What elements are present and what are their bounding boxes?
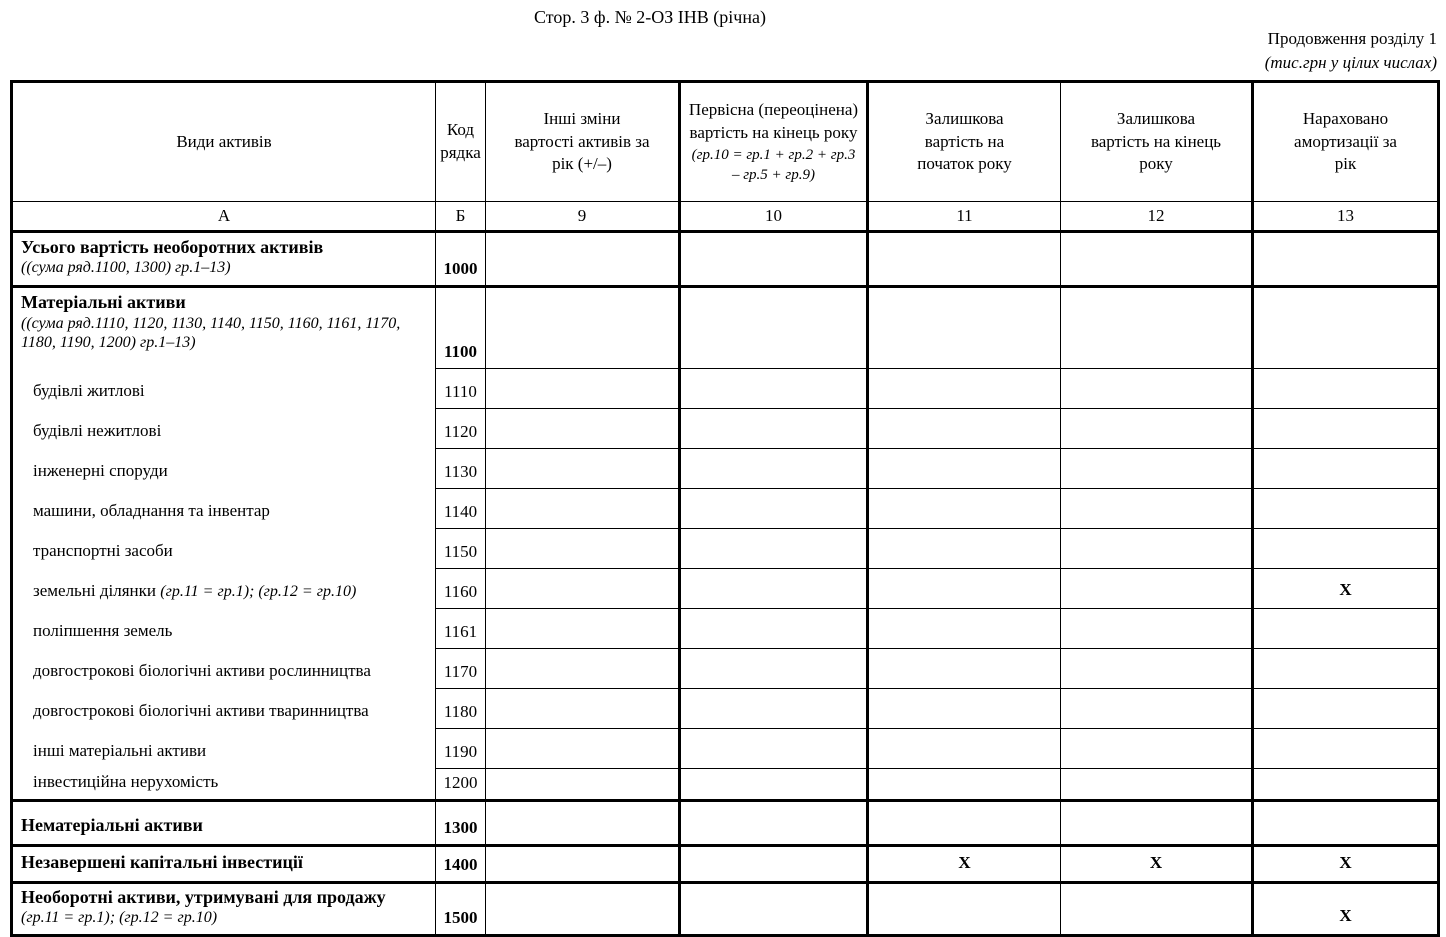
cell-value-10 bbox=[680, 882, 868, 936]
row-note: ((сума ряд.1110, 1120, 1130, 1140, 1150, 1160, 1161, 1170, 1180, 1190, 1200) гр.1–13) bbox=[21, 314, 401, 351]
cell-row-code: 1161 bbox=[436, 609, 486, 649]
cell-value-13 bbox=[1253, 729, 1439, 769]
cell-value-9 bbox=[486, 287, 680, 369]
table-row-1140 bbox=[12, 489, 1439, 529]
cell-value-12 bbox=[1061, 369, 1253, 409]
cell-value-12: X bbox=[1061, 845, 1253, 882]
cell-row-code: 1190 bbox=[436, 729, 486, 769]
table-row-1400 bbox=[12, 845, 1439, 882]
cell-asset-type: поліпшення земель bbox=[12, 609, 436, 649]
cell-asset-type: інші матеріальні активи bbox=[12, 729, 436, 769]
row-note: ((сума ряд.1100, 1300) гр.1–13) bbox=[21, 259, 231, 277]
cell-value-13 bbox=[1253, 529, 1439, 569]
cell-value-12 bbox=[1061, 769, 1253, 801]
cell-value-12 bbox=[1061, 529, 1253, 569]
cell-value-13 bbox=[1253, 489, 1439, 529]
table-row-1000 bbox=[12, 232, 1439, 287]
row-note: (гр.11 = гр.1); (гр.12 = гр.10) bbox=[21, 909, 218, 927]
cell-value-13 bbox=[1253, 769, 1439, 801]
cell-value-10 bbox=[680, 529, 868, 569]
cell-row-code: 1150 bbox=[436, 529, 486, 569]
cell-value-10 bbox=[680, 232, 868, 287]
table-row-1170 bbox=[12, 649, 1439, 689]
cell-value-12 bbox=[1061, 800, 1253, 845]
cell-value-12 bbox=[1061, 449, 1253, 489]
cell-value-9 bbox=[486, 449, 680, 489]
cell-asset-type: інженерні споруди bbox=[12, 449, 436, 489]
cell-value-11 bbox=[868, 287, 1061, 369]
cell-value-11: X bbox=[868, 845, 1061, 882]
cell-asset-type: Необоротні активи, утримувані для продажу (гр.11 = гр.1); (гр.12 = гр.10) bbox=[12, 882, 436, 936]
cell-row-code: 1180 bbox=[436, 689, 486, 729]
cell-asset-type: земельні ділянки (гр.11 = гр.1); (гр.12 = гр.10) bbox=[12, 569, 436, 609]
table-row-1300 bbox=[12, 800, 1439, 845]
table-row-1500 bbox=[12, 882, 1439, 936]
cell-value-10 bbox=[680, 689, 868, 729]
cell-value-10 bbox=[680, 449, 868, 489]
cell-asset-type: довгострокові біологічні активи тваринництва bbox=[12, 689, 436, 729]
cell-row-code: 1500 bbox=[436, 882, 486, 936]
cell-value-13 bbox=[1253, 287, 1439, 369]
cell-row-code: 1100 bbox=[436, 287, 486, 369]
cell-value-12 bbox=[1061, 489, 1253, 529]
cell-asset-type: будівлі житлові bbox=[12, 369, 436, 409]
cell-value-12 bbox=[1061, 409, 1253, 449]
cell-asset-type: будівлі нежитлові bbox=[12, 409, 436, 449]
subheader-12: 12 bbox=[1061, 202, 1253, 232]
col-header-asset-types: Види активів bbox=[12, 82, 436, 202]
cell-asset-type: машини, обладнання та інвентар bbox=[12, 489, 436, 529]
col-header-11: Залишкова вартість на початок року bbox=[868, 82, 1061, 202]
cell-value-9 bbox=[486, 232, 680, 287]
col-header-9: Інші зміни вартості активів за рік (+/–) bbox=[486, 82, 680, 202]
table-row-1160 bbox=[12, 569, 1439, 609]
cell-value-11 bbox=[868, 800, 1061, 845]
cell-value-11 bbox=[868, 569, 1061, 609]
cell-value-10 bbox=[680, 569, 868, 609]
table-row-1180 bbox=[12, 689, 1439, 729]
cell-value-12 bbox=[1061, 569, 1253, 609]
cell-value-13 bbox=[1253, 800, 1439, 845]
cell-value-10 bbox=[680, 769, 868, 801]
row-formula: (гр.11 = гр.1); (гр.12 = гр.10) bbox=[160, 582, 357, 600]
continuation-label: Продовження розділу 1 bbox=[1267, 29, 1437, 48]
cell-value-10 bbox=[680, 409, 868, 449]
cell-value-13 bbox=[1253, 649, 1439, 689]
subheader-10: 10 bbox=[680, 202, 868, 232]
cell-value-13: X bbox=[1253, 845, 1439, 882]
cell-value-9 bbox=[486, 609, 680, 649]
cell-value-12 bbox=[1061, 649, 1253, 689]
cell-value-11 bbox=[868, 649, 1061, 689]
subheader-13: 13 bbox=[1253, 202, 1439, 232]
cell-value-11 bbox=[868, 769, 1061, 801]
cell-row-code: 1400 bbox=[436, 845, 486, 882]
cell-value-13 bbox=[1253, 409, 1439, 449]
cell-asset-type: транспортні засоби bbox=[12, 529, 436, 569]
cell-value-9 bbox=[486, 409, 680, 449]
subheader-11: 11 bbox=[868, 202, 1061, 232]
cell-row-code: 1120 bbox=[436, 409, 486, 449]
cell-asset-type: Нематеріальні активи bbox=[12, 800, 436, 845]
units-label: (тис.грн у цілих числах) bbox=[1264, 53, 1437, 72]
table-row-1110 bbox=[12, 369, 1439, 409]
cell-value-11 bbox=[868, 369, 1061, 409]
cell-value-13 bbox=[1253, 449, 1439, 489]
cell-value-13 bbox=[1253, 609, 1439, 649]
table-row-1161 bbox=[12, 609, 1439, 649]
cell-row-code: 1000 bbox=[436, 232, 486, 287]
assets-table bbox=[10, 80, 1440, 937]
cell-value-9 bbox=[486, 882, 680, 936]
cell-row-code: 1130 bbox=[436, 449, 486, 489]
col-header-10 bbox=[680, 82, 868, 202]
page-title: Стор. 3 ф. № 2-ОЗ ІНВ (річна) bbox=[534, 7, 766, 27]
cell-value-9 bbox=[486, 369, 680, 409]
cell-value-11 bbox=[868, 409, 1061, 449]
col-header-10-formula: (гр.10 = гр.1 + гр.2 + гр.3 – гр.5 + гр.9) bbox=[691, 147, 856, 183]
cell-value-13 bbox=[1253, 232, 1439, 287]
table-row-1100 bbox=[12, 287, 1439, 369]
cell-value-9 bbox=[486, 489, 680, 529]
cell-value-9 bbox=[486, 569, 680, 609]
cell-value-11 bbox=[868, 232, 1061, 287]
cell-value-9 bbox=[486, 800, 680, 845]
cell-value-12 bbox=[1061, 609, 1253, 649]
table-row-1130 bbox=[12, 449, 1439, 489]
cell-row-code: 1160 bbox=[436, 569, 486, 609]
table-row-1200 bbox=[12, 769, 1439, 801]
cell-value-13: X bbox=[1253, 882, 1439, 936]
cell-value-12 bbox=[1061, 689, 1253, 729]
subheader-9: 9 bbox=[486, 202, 680, 232]
cell-value-11 bbox=[868, 882, 1061, 936]
cell-asset-type: інвестиційна нерухомість bbox=[12, 769, 436, 801]
cell-value-12 bbox=[1061, 882, 1253, 936]
cell-asset-type: Усього вартість необоротних активів ((сума ряд.1100, 1300) гр.1–13) bbox=[12, 232, 436, 287]
cell-value-13 bbox=[1253, 689, 1439, 729]
cell-row-code: 1110 bbox=[436, 369, 486, 409]
cell-value-11 bbox=[868, 729, 1061, 769]
col-header-13: Нараховано амортизації за рік bbox=[1253, 82, 1439, 202]
cell-value-11 bbox=[868, 609, 1061, 649]
cell-value-9 bbox=[486, 729, 680, 769]
cell-row-code: 1140 bbox=[436, 489, 486, 529]
cell-value-11 bbox=[868, 529, 1061, 569]
cell-value-11 bbox=[868, 689, 1061, 729]
cell-value-9 bbox=[486, 689, 680, 729]
cell-value-9 bbox=[486, 649, 680, 689]
cell-value-10 bbox=[680, 649, 868, 689]
cell-value-13: X bbox=[1253, 569, 1439, 609]
cell-asset-type: Матеріальні активи ((сума ряд.1110, 1120, 1130, 1140, 1150, 1160, 1161, 1170, 1180, 1190, 1200) гр.1–13) bbox=[12, 287, 436, 369]
col-header-12: Залишкова вартість на кінець року bbox=[1061, 82, 1253, 202]
table-subheader-row bbox=[12, 202, 1439, 232]
cell-row-code: 1170 bbox=[436, 649, 486, 689]
cell-value-12 bbox=[1061, 232, 1253, 287]
cell-value-13 bbox=[1253, 369, 1439, 409]
cell-value-10 bbox=[680, 369, 868, 409]
cell-asset-type: довгострокові біологічні активи рослинництва bbox=[12, 649, 436, 689]
table-row-1190 bbox=[12, 729, 1439, 769]
col-header-row-code: Код рядка bbox=[436, 82, 486, 202]
col-header-10-title: Первісна (переоцінена) вартість на кінець року bbox=[688, 99, 859, 142]
subheader-b: Б bbox=[436, 202, 486, 232]
cell-value-11 bbox=[868, 489, 1061, 529]
cell-value-12 bbox=[1061, 287, 1253, 369]
cell-value-10 bbox=[680, 800, 868, 845]
cell-asset-type: Незавершені капітальні інвестиції bbox=[12, 845, 436, 882]
cell-value-9 bbox=[486, 845, 680, 882]
cell-row-code: 1200 bbox=[436, 769, 486, 801]
table-row-1120 bbox=[12, 409, 1439, 449]
cell-value-10 bbox=[680, 845, 868, 882]
subheader-a: А bbox=[12, 202, 436, 232]
cell-value-10 bbox=[680, 489, 868, 529]
cell-value-9 bbox=[486, 769, 680, 801]
cell-value-11 bbox=[868, 449, 1061, 489]
cell-value-10 bbox=[680, 609, 868, 649]
cell-value-9 bbox=[486, 529, 680, 569]
table-header-row bbox=[12, 82, 1439, 202]
cell-value-12 bbox=[1061, 729, 1253, 769]
cell-value-10 bbox=[680, 729, 868, 769]
table-row-1150 bbox=[12, 529, 1439, 569]
cell-row-code: 1300 bbox=[436, 800, 486, 845]
cell-value-10 bbox=[680, 287, 868, 369]
